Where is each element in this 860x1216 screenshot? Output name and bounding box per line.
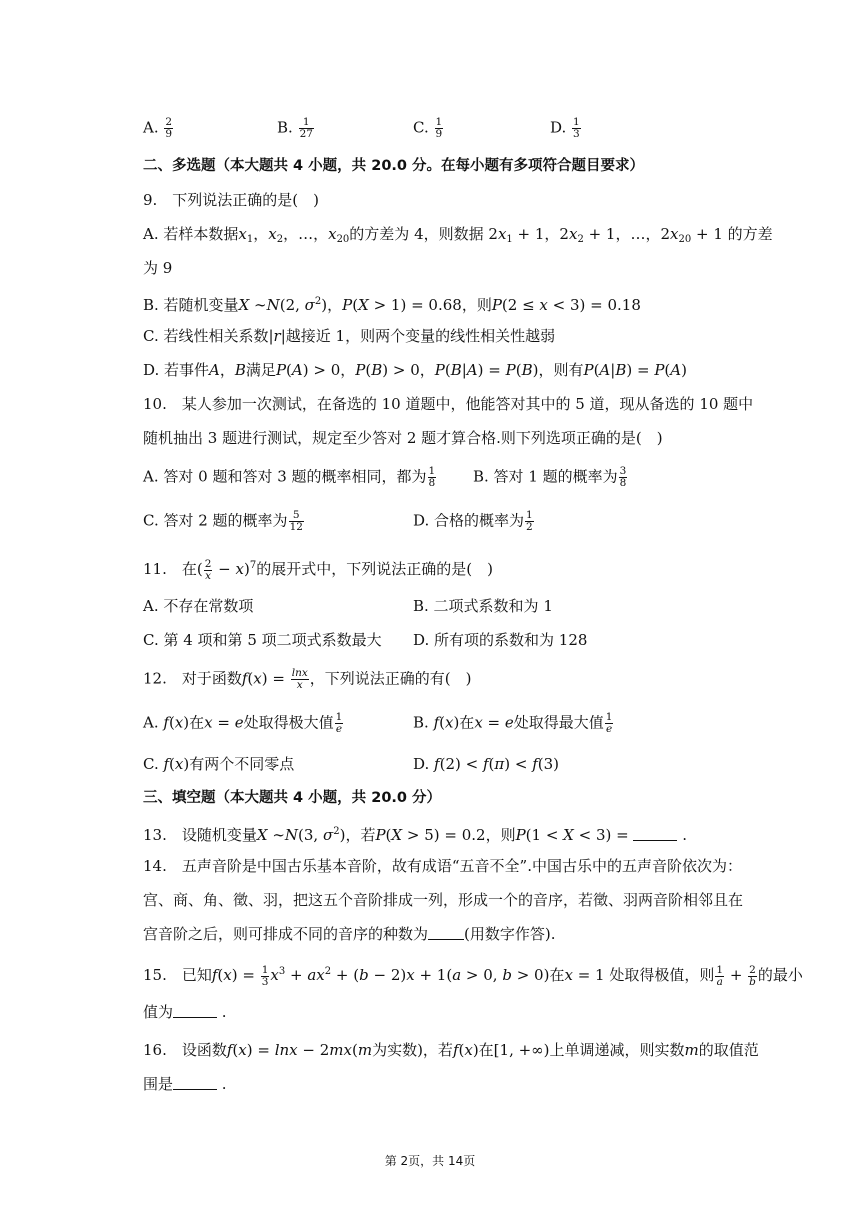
q12-option-b[interactable]: B. f(x)在x = e处取得最大值 $\frac{1}{e}$ (413, 711, 613, 735)
q8-option-d[interactable]: D. $\frac{1}{3}$ (550, 116, 580, 140)
q13: 13. 设随机变量X ∼N(3, $\sigma^2$)，若P(X > 5) = 0.2，则P(1 < X < 3) = . (143, 826, 688, 844)
q11-option-b[interactable]: B. 二项式系数和为 1 (413, 597, 553, 615)
q8-option-a[interactable]: A. $\frac{2}{9}$ (143, 116, 173, 140)
q8-option-c[interactable]: C. $\frac{1}{9}$ (413, 116, 443, 140)
section-3-heading: 三、填空题（本大题共 4 小题，共 20.0 分） (143, 790, 442, 806)
q11-option-a[interactable]: A. 不存在常数项 (143, 597, 254, 615)
q10-option-a[interactable]: A. 答对 0 题和答对 3 题的概率相同，都为 $\frac{1}{8}$ (143, 465, 436, 489)
q16-answer-blank[interactable] (173, 1077, 217, 1090)
q12-option-a[interactable]: A. f(x)在x = e处取得极大值 $\frac{1}{e}$ (143, 711, 343, 735)
q14-line1: 14. 五声音阶是中国古乐基本音阶，故有成语“五音不全”.中国古乐中的五声音阶依次为： (143, 857, 742, 875)
q10-option-d[interactable]: D. 合格的概率为 $\frac{1}{2}$ (413, 509, 533, 533)
q12-stem: 12. 对于函数f(x) = $\frac{\ln x}{x}$ ，下列说法正确的有( ) (143, 667, 472, 691)
q10-option-b[interactable]: B. 答对 1 题的概率为 $\frac{3}{8}$ (473, 465, 627, 489)
q15-answer-blank[interactable] (173, 1005, 217, 1018)
q12-option-c[interactable]: C. f(x)有两个不同零点 (143, 755, 295, 773)
q14-answer-blank[interactable] (428, 927, 464, 940)
q9-stem: 9. 下列说法正确的是( ) (143, 191, 320, 209)
q11-stem: 11. 在( $\frac{2}{x}$ − x)$^7$的展开式中，下列说法正确的是( ) (143, 557, 493, 582)
section-2-heading: 二、多选题（本大题共 4 小题，共 20.0 分。在每小题有多项符合题目要求） (143, 158, 645, 174)
q11-option-c[interactable]: C. 第 4 项和第 5 项二项式系数最大 (143, 631, 382, 649)
q16-line1: 16. 设函数f(x) = lnx − 2mx(m为实数)，若f(x)在[1, +∞)上单调递减，则实数m的取值范 (143, 1041, 759, 1059)
q10-stem-line1: 10. 某人参加一次测试，在备选的 10 道题中，他能答对其中的 5 道，现从备选的 10 题中 (143, 395, 754, 413)
q9-option-a-cont: 为 9 (143, 259, 173, 277)
q8-option-b[interactable]: B. $\frac{1}{27}$ (277, 116, 313, 140)
q9-option-a[interactable]: A. 若样本数据$x_1$，$x_2$，…，$x_{20}$的方差为 4，则数据 $2x_1 + 1$，$2x_2 + 1$，…，$2x_{20} + 1$ 的方差 (143, 225, 773, 245)
q14-line3: 宫音阶之后，则可排成不同的音序的种数为 (用数字作答). (143, 925, 556, 943)
q11-option-d[interactable]: D. 所有项的系数和为 128 (413, 631, 588, 649)
q14-line2: 宫、商、角、徵、羽，把这五个音阶排成一列，形成一个的音序，若徵、羽两音阶相邻且在 (143, 891, 744, 909)
q10-stem-line2: 随机抽出 3 题进行测试，规定至少答对 2 题才算合格.则下列选项正确的是( ) (143, 429, 663, 447)
q16-line2: 围是 . (143, 1075, 227, 1093)
q10-option-c[interactable]: C. 答对 2 题的概率为 $\frac{5}{12}$ (143, 509, 303, 533)
page-footer: 第 2页，共 14页 (384, 1154, 476, 1168)
q9-option-d[interactable]: D. 若事件A，B满足P(A) > 0，P(B) > 0，P(B|A) = P(B)，则有P(A|B) = P(A) (143, 361, 687, 379)
q13-answer-blank[interactable] (633, 828, 677, 841)
q9-option-c[interactable]: C. 若线性相关系数|r|越接近 1，则两个变量的线性相关性越弱 (143, 327, 556, 345)
q9-option-b[interactable]: B. 若随机变量X ∼N(2, $\sigma^2$)，P(X > 1) = 0.68，则P(2 ≤ x < 3) = 0.18 (143, 296, 641, 314)
q15-line2: 值为 . (143, 1003, 227, 1021)
q12-option-d[interactable]: D. f(2) < f(π) < f(3) (413, 755, 560, 773)
q15-line1: 15. 已知f(x) = $\frac{1}{3}$ $x^3 + ax^2 + (b - 2)x + 1(a > 0$, b > 0)在x = 1 处取得极值，则 $\frac{1}{a}$ + $\frac{2}{b}$ 的最小 (143, 963, 803, 988)
